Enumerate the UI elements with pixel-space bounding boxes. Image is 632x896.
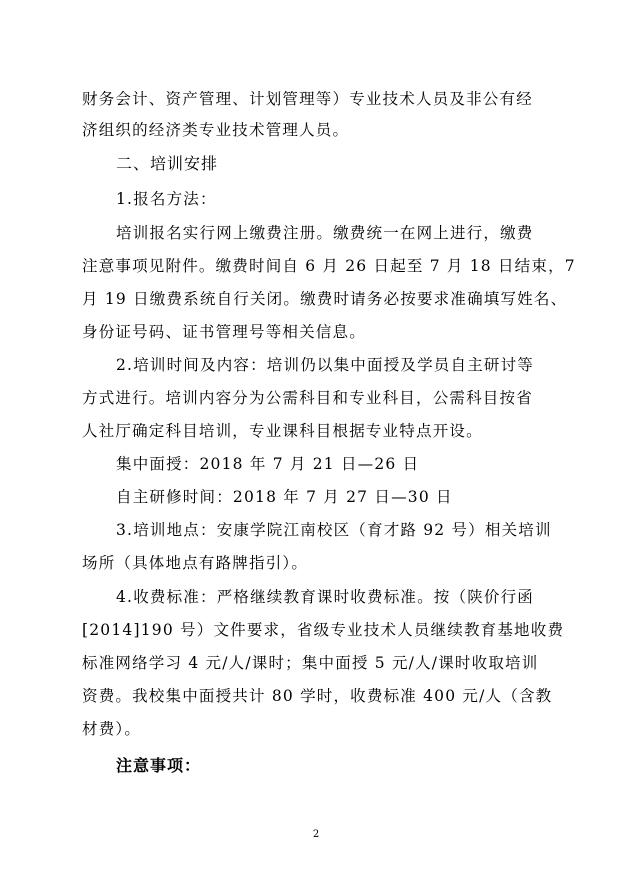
paragraph-line: 2.培训时间及内容：培训仍以集中面授及学员自主研讨等 xyxy=(116,356,534,374)
paragraph-line: 场所（具体地点有路牌指引）。 xyxy=(82,554,309,572)
paragraph-line: 标准网络学习 4 元/人/课时；集中面授 5 元/人/课时收取培训 xyxy=(82,654,539,672)
schedule-line: 自主研修时间：2018 年 7 月 27 日—30 日 xyxy=(116,488,453,506)
subsection-label: 1.报名方法： xyxy=(116,190,217,208)
section-heading: 二、培训安排 xyxy=(116,154,219,173)
paragraph-line: 培训报名实行网上缴费注册。缴费统一在网上进行，缴费 xyxy=(116,224,534,242)
schedule-line: 集中面授：2018 年 7 月 21 日—26 日 xyxy=(116,455,420,473)
paragraph-line: 注意事项见附件。缴费时间自 6 月 26 日起至 7 月 18 日结束，7 xyxy=(82,257,576,275)
paragraph-line: 月 19 日缴费系统自行关闭。缴费时请务必按要求准确填写姓名、 xyxy=(82,290,568,308)
paragraph-line: 身份证号码、证书管理号等相关信息。 xyxy=(82,323,366,341)
paragraph-line: [2014]190 号）文件要求，省级专业技术人员继续教育基地收费 xyxy=(82,621,565,639)
paragraph-line: 资费。我校集中面授共计 80 学时，收费标准 400 元/人（含教 xyxy=(82,687,553,705)
paragraph-line: 方式进行。培训内容分为公需科目和专业科目，公需科目按省 xyxy=(82,389,533,407)
page-number: 2 xyxy=(312,829,320,840)
notes-heading: 注意事项： xyxy=(116,756,202,775)
paragraph-line: 3.培训地点：安康学院江南校区（育才路 92 号）相关培训 xyxy=(116,521,552,539)
paragraph-line: 4.收费标准：严格继续教育课时收费标准。按（陕价行函 xyxy=(116,588,534,606)
paragraph-line: 材费）。 xyxy=(82,720,142,738)
paragraph-line: 济组织的经济类专业技术管理人员。 xyxy=(82,121,350,139)
paragraph-line: 财务会计、资产管理、计划管理等）专业技术人员及非公有经 xyxy=(82,90,533,108)
paragraph-line: 人社厅确定科目培训，专业课科目根据专业特点开设。 xyxy=(82,422,483,440)
